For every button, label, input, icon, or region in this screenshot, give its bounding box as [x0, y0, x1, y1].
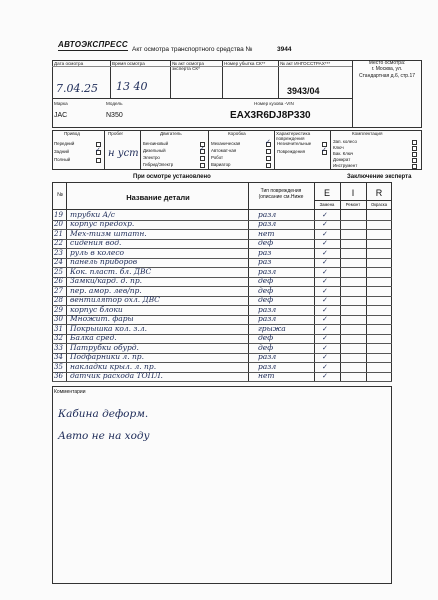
damage-character-label: Характеристика повреждения — [276, 131, 311, 141]
row-damage-type: деф — [258, 333, 274, 342]
row-damage-type: разл — [258, 209, 277, 219]
row-e-mark: ✓ — [322, 240, 328, 247]
row-e-mark: ✓ — [322, 373, 328, 380]
checkmark-icon: ✓ — [95, 146, 101, 154]
damage-character-option-label: Незначительные — [277, 141, 312, 146]
engine-checkbox[interactable] — [200, 163, 205, 168]
kit-item-label: Зап. колесо — [333, 139, 357, 144]
row-damage-type: деф — [258, 285, 274, 295]
row-number: 28 — [54, 296, 63, 304]
row-number: 35 — [54, 362, 63, 371]
document-title: Акт осмотра транспортного средства № — [132, 46, 253, 53]
row-number: 23 — [54, 248, 63, 257]
vin-value: EAX3R6DJ8P330 — [230, 110, 311, 121]
engine-option-label: Электро — [143, 155, 160, 160]
row-e-mark: ✓ — [322, 211, 328, 219]
row-damage-type: грыжа — [258, 323, 286, 333]
kit-item-checkbox[interactable] — [412, 152, 417, 157]
row-damage-type: разл — [258, 314, 277, 323]
row-e-mark: ✓ — [322, 249, 328, 257]
row-e-mark: ✓ — [322, 316, 328, 323]
row-e-mark: ✓ — [322, 344, 328, 352]
row-damage-type: разл — [258, 266, 277, 276]
row-part-name: Кок. пласт. бл. ДВС — [70, 266, 152, 276]
row-e-mark: ✓ — [322, 354, 328, 361]
kit-item-label: Ключ — [333, 145, 344, 150]
kit-item-label: Домкрат — [333, 157, 351, 162]
row-e-mark: ✓ — [322, 363, 328, 371]
gearbox-checkbox[interactable] — [266, 149, 271, 154]
inspection-time-label: Время осмотра — [112, 61, 145, 66]
row-e-mark: ✓ — [322, 287, 328, 295]
damage-character-option-label: Повреждения — [277, 149, 305, 154]
row-part-name: руль в колесо — [70, 247, 125, 257]
model-label: Модель — [106, 101, 123, 106]
row-number: 31 — [54, 324, 63, 333]
row-number: 32 — [54, 334, 63, 342]
row-number: 27 — [54, 286, 63, 295]
row-e-mark: ✓ — [322, 221, 328, 228]
mileage-label: Пробег — [108, 131, 124, 136]
engine-option-label: Дизельный — [143, 148, 166, 153]
col-i-subheader: Ремонт — [345, 202, 361, 207]
drive-option-label: Задний — [54, 149, 69, 154]
row-number: 21 — [54, 229, 63, 238]
row-damage-type: нет — [258, 371, 275, 380]
drive-option-label: Передний — [54, 141, 75, 146]
row-number: 24 — [54, 258, 63, 266]
row-damage-type: деф — [258, 342, 274, 352]
row-damage-type: раз — [258, 257, 272, 266]
row-part-name: сидения вод. — [70, 238, 122, 247]
gearbox-option-label: Механическая — [211, 141, 241, 146]
row-part-name: датчик расхода ТОПЛ. — [70, 371, 163, 380]
col-number-header: № — [57, 192, 63, 198]
row-e-mark: ✓ — [322, 297, 328, 304]
row-part-name: пер. амор. лев/пр. — [70, 285, 142, 295]
engine-checkbox[interactable] — [200, 156, 205, 161]
row-e-mark: ✓ — [322, 325, 328, 333]
inspection-time-value: 13 40 — [116, 80, 148, 93]
row-number: 29 — [54, 305, 63, 314]
make-value: JAC — [54, 112, 68, 119]
engine-option-label: Бензиновый — [143, 141, 169, 146]
expert-act-label: № акт осмотра эксперта СК* — [172, 61, 204, 71]
kit-item-checkbox[interactable] — [412, 158, 417, 163]
inspection-date-value: 7.04.25 — [56, 82, 98, 95]
conclusion-title: Заключение эксперта — [347, 174, 412, 180]
row-part-name: корпус предохр. — [70, 219, 135, 228]
kit-label: Комплектация — [352, 131, 383, 136]
row-part-name: Балка сред. — [70, 333, 117, 342]
row-e-mark: ✓ — [322, 268, 328, 276]
gearbox-option-label: Робот — [211, 155, 224, 160]
mileage-value: н уст — [108, 148, 139, 159]
row-part-name: Патрубки обурд. — [70, 342, 139, 352]
row-part-name: Замки/кард. д. пр. — [70, 276, 143, 285]
make-label: Марка — [54, 101, 68, 106]
row-damage-type: деф — [258, 238, 274, 247]
gearbox-checkbox[interactable] — [266, 156, 271, 161]
company-logo: АВТОЭКСПРЕСС — [58, 40, 128, 49]
gearbox-checkbox[interactable] — [266, 163, 271, 168]
gearbox-option-label: Вариатор — [211, 162, 231, 167]
row-number: 34 — [54, 353, 63, 361]
row-damage-type: разл — [258, 352, 277, 361]
col-i-header: I — [351, 188, 355, 198]
checkmark-icon: ✓ — [265, 138, 271, 146]
row-damage-type: разл — [258, 304, 277, 314]
document-number: 3944 — [277, 46, 292, 53]
kit-item-checkbox[interactable] — [412, 164, 417, 169]
established-title: При осмотре установлено — [133, 174, 211, 180]
checkmark-icon: ✓ — [321, 146, 327, 154]
row-number: 25 — [54, 267, 63, 276]
row-e-mark: ✓ — [322, 278, 328, 285]
row-damage-type: раз — [258, 247, 272, 257]
col-r-subheader: Окраска — [370, 202, 388, 207]
drive-option-label: Полный — [54, 157, 71, 162]
kit-item-label: Инструмент — [333, 163, 358, 168]
gearbox-label: Коробка — [228, 131, 246, 136]
engine-option-label: Гибрид/Электр — [143, 162, 174, 167]
inspection-date-label: Дата осмотра — [54, 61, 84, 66]
row-number: 19 — [54, 210, 63, 219]
row-damage-type: разл — [258, 219, 277, 228]
col-e-header: E — [323, 188, 330, 198]
row-part-name: Мех-тизм штатн. — [70, 228, 147, 238]
vin-label: Номер кузова -VIN — [254, 101, 294, 106]
row-e-mark: ✓ — [322, 306, 328, 314]
loss-number-label: Номер убытка СК** — [224, 61, 266, 66]
col-r-header: R — [375, 188, 383, 198]
comment-line: Кабина деформ. — [58, 408, 149, 420]
row-e-mark: ✓ — [322, 335, 328, 342]
row-e-mark: ✓ — [322, 230, 328, 238]
row-part-name: Множит. фары — [70, 314, 134, 323]
ingosstrah-act-value: 3943/04 — [287, 86, 320, 96]
table-row-divider — [52, 381, 392, 382]
col-e-subheader: Замена — [319, 202, 335, 207]
row-e-mark: ✓ — [322, 259, 328, 266]
row-number: 26 — [54, 277, 63, 285]
ingosstrah-act-label: № акт ИНГОССТРАХ*** — [280, 61, 331, 66]
col-part-header: Название детали — [126, 193, 190, 202]
gearbox-option-label: Автомат-кая — [211, 148, 237, 153]
row-number: 20 — [54, 220, 63, 228]
row-part-name: накладки крыл. л. пр. — [70, 361, 157, 371]
row-part-name: корпус блоки — [70, 304, 123, 314]
inspection-place-value: г. Москва, ул. Стандартная д.6, стр.17 — [358, 66, 416, 79]
kit-item-checkbox[interactable] — [412, 140, 417, 145]
row-part-name: Подфарники л. пр. — [70, 352, 144, 361]
row-damage-type: деф — [258, 276, 274, 285]
row-damage-type: деф — [258, 295, 274, 304]
checkmark-icon: ✓ — [199, 145, 205, 153]
kit-item-checkbox[interactable] — [412, 146, 417, 151]
row-part-name: трубки А/с — [70, 209, 115, 219]
row-damage-type: разл — [258, 361, 277, 371]
model-value: N350 — [106, 112, 123, 119]
comments-title: Комментарии — [54, 389, 86, 395]
row-number: 36 — [54, 372, 63, 380]
row-part-name: вентилятор охл. ДВС — [70, 295, 160, 304]
drive-label: Привод — [64, 131, 80, 136]
row-part-name: Покрышка кол. з.л. — [70, 323, 148, 333]
kit-item-label: Бак. Ключ — [333, 151, 354, 156]
engine-label: Двигатель — [160, 131, 182, 136]
inspection-place-label: Место осмотра: — [368, 60, 406, 66]
row-number: 22 — [54, 239, 63, 247]
row-damage-type: нет — [258, 228, 275, 238]
col-damage-header: Тип повреждения (описание см.Ниже — [258, 188, 304, 200]
comment-line: Авто не на ходу — [58, 430, 150, 442]
row-number: 30 — [54, 315, 63, 323]
drive-checkbox[interactable] — [96, 158, 101, 163]
row-part-name: панель приборов — [70, 257, 138, 266]
row-number: 33 — [54, 343, 63, 352]
